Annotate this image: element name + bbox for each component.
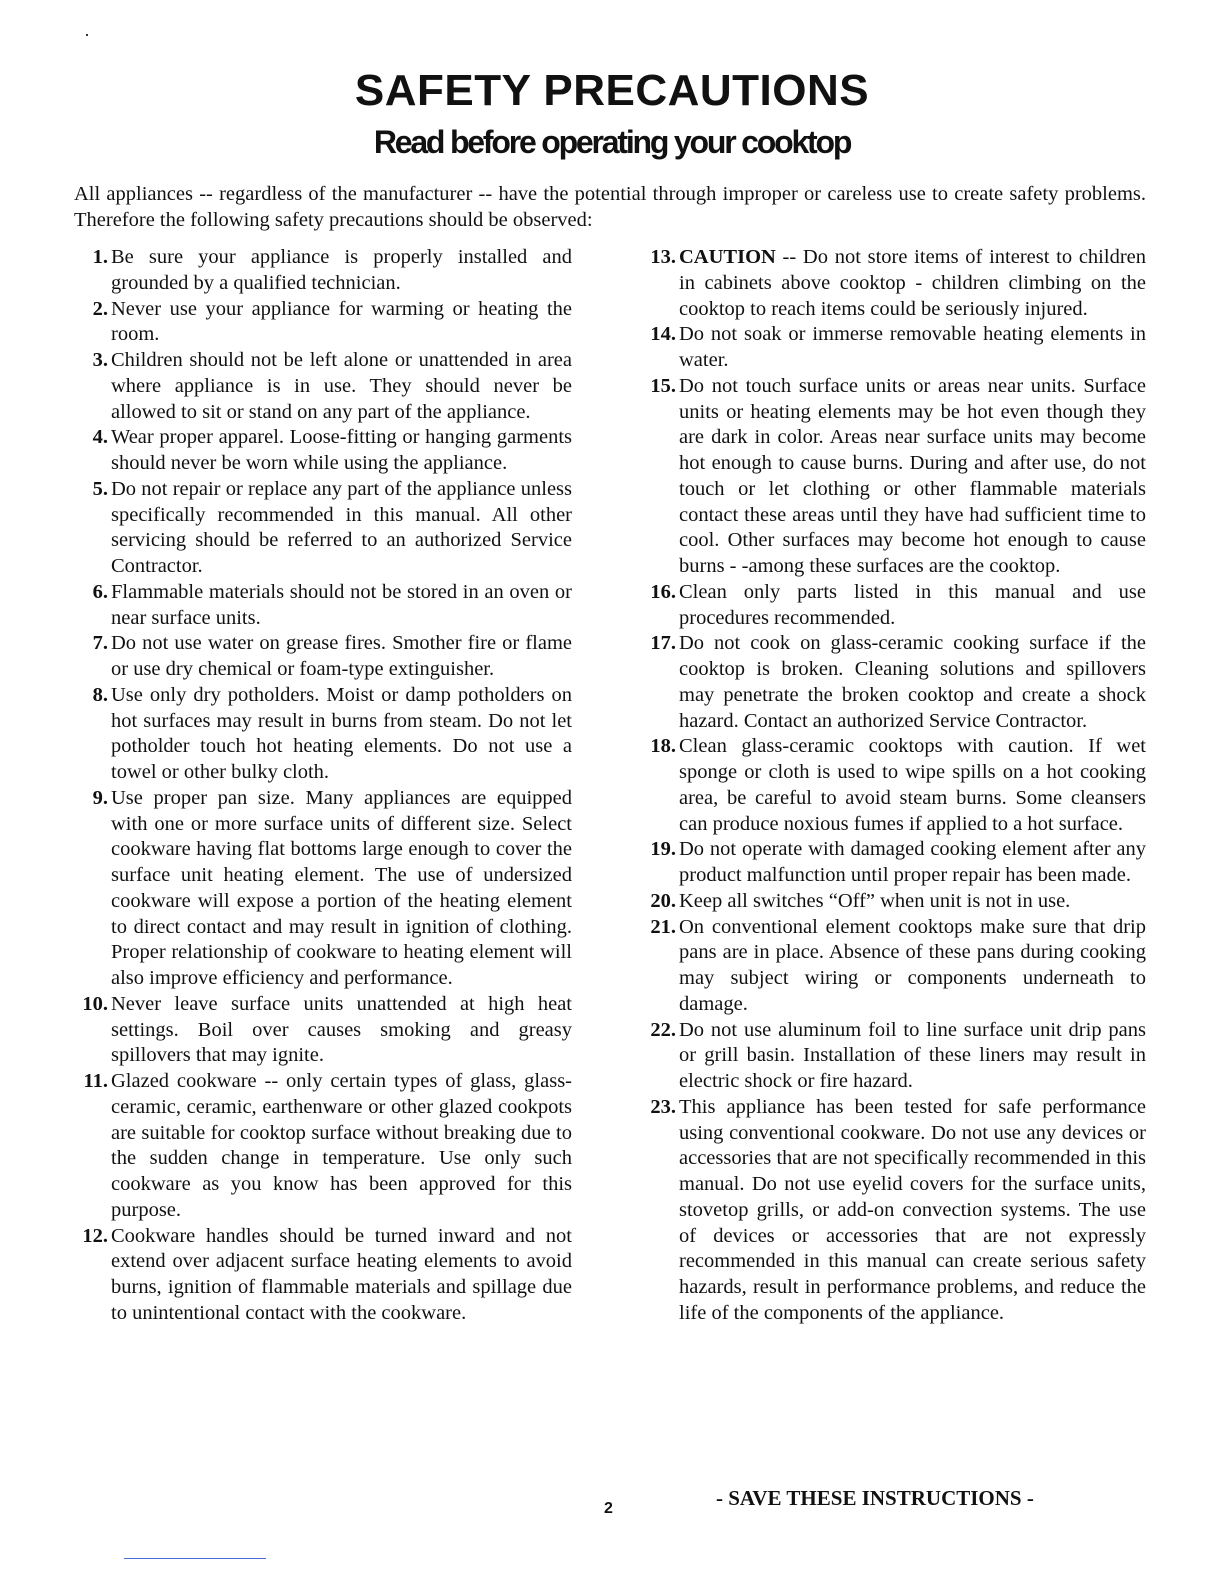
- precaution-item: [636, 1095, 1146, 1327]
- item-text: Use only dry potholders. Moist or damp potholders on hot surfaces may result in burns from steam. Do not let potholder touch hot heating elements. Do not use a towel or other bulky cloth.: [111, 683, 572, 783]
- item-number: 20.: [650, 889, 676, 912]
- precaution-item: [636, 631, 1146, 734]
- item-number: 18.: [650, 735, 676, 758]
- item-text: Do not soak or immerse removable heating elements in water.: [679, 323, 1146, 371]
- precautions-list-left: [72, 245, 572, 1327]
- item-number: 11.: [83, 1070, 108, 1092]
- precaution-item: [636, 889, 1146, 915]
- precaution-item: [72, 580, 572, 632]
- precaution-item: [636, 374, 1146, 580]
- item-number: 19.: [650, 838, 676, 861]
- item-text: Keep all switches “Off” when unit is not in use.: [679, 889, 1071, 912]
- item-number: 17.: [650, 632, 676, 655]
- item-text: Children should not be left alone or unattended in area where appliance is in use. They should never be allowed to sit or stand on any part of the appliance.: [111, 349, 572, 423]
- caution-text: -- Do not store items of interest to children in cabinets above cooktop - children climbing on the cooktop to reach items could be seriously injured.: [679, 246, 1146, 320]
- item-number: 22.: [650, 1018, 676, 1041]
- item-text: Clean glass-ceramic cooktops with caution. If wet sponge or cloth is used to wipe spills on a hot cooking area, be careful to avoid steam burns. Some cleansers can produce noxious fumes if applied to a hot surface.: [679, 735, 1146, 835]
- item-text: Flammable materials should not be stored in an oven or near surface units.: [111, 580, 572, 629]
- precaution-item: [636, 1018, 1146, 1095]
- item-text: Do not repair or replace any part of the appliance unless specifically recommended in this manual. All other servicing should be referred to an authorized Service Contractor.: [111, 477, 572, 577]
- page-title: SAFETY PRECAUTIONS: [354, 66, 870, 115]
- precaution-item: [636, 837, 1146, 889]
- item-text: Use proper pan size. Many appliances are equipped with one or more surface units of different size. Select cookware having flat bottoms large enough to cover the surface unit heating element. The use of undersized cookware will expose a portion of the heating element to direct contact and may result in ignition of clothing. Proper relationship of cookware to heating element will also improve efficiency and performance.: [111, 786, 572, 989]
- precaution-item: [636, 245, 1146, 322]
- item-number: 16.: [650, 580, 676, 603]
- scan-artifact-line: [124, 1558, 266, 1559]
- page-number: 2: [604, 1500, 613, 1517]
- item-text: Do not use water on grease fires. Smother fire or flame or use dry chemical or foam-type extinguisher.: [111, 632, 572, 680]
- item-number: 9.: [92, 786, 108, 809]
- item-text: On conventional element cooktops make sure that drip pans are in place. Absence of these pans during cooking may subject wiring or components underneath to damage.: [679, 915, 1146, 1015]
- item-number: 10.: [82, 992, 108, 1015]
- item-text: Do not operate with damaged cooking element after any product malfunction until proper repair has been made.: [679, 838, 1146, 886]
- item-text: Clean only parts listed in this manual and use procedures recommended.: [679, 580, 1146, 629]
- caution-label: CAUTION: [679, 246, 776, 268]
- item-number: 4.: [92, 426, 108, 449]
- item-text: Wear proper apparel. Loose-fitting or hanging garments should never be worn while using the appliance.: [111, 426, 572, 474]
- item-number: 14.: [650, 323, 676, 346]
- item-text: This appliance has been tested for safe performance using conventional cookware. Do not use any devices or accessories that are not specifically recommended in this manual. Do not use eyelid covers for the surface units, stovetop grills, or add-on convection systems. The use of devices or accessories that are not expressly recommended in this manual can create serious safety hazards, result in performance problems, and reduce the life of the components of the appliance.: [679, 1095, 1146, 1324]
- precaution-item: [636, 915, 1146, 1018]
- item-text: [678, 245, 1146, 322]
- precaution-item: [72, 1069, 572, 1224]
- save-instructions-footer: - SAVE THESE INSTRUCTIONS -: [716, 1486, 1034, 1510]
- precautions-list-right: [636, 245, 1146, 1327]
- item-text: Glazed cookware -- only certain types of glass, glass-ceramic, ceramic, earthenware or other glazed cookpots are suitable for cooktop surface without breaking due to the sudden change in temperature. Use only such cookware as you know has been approved for this purpose.: [111, 1070, 572, 1221]
- precaution-item: [72, 786, 572, 992]
- item-number: 5.: [92, 477, 108, 500]
- precaution-item: [72, 245, 572, 297]
- item-number: 21.: [650, 915, 676, 938]
- precaution-item: [72, 297, 572, 349]
- precaution-item: [72, 683, 572, 786]
- page-subtitle: Read before operating your cooktop: [373, 124, 851, 160]
- precaution-item: [72, 631, 572, 683]
- item-text: Do not cook on glass-ceramic cooking surface if the cooktop is broken. Cleaning solutions and spillovers may penetrate the broken cooktop and create a shock hazard. Contact an authorized Service Contractor.: [679, 632, 1146, 732]
- item-number: 2.: [92, 297, 108, 320]
- item-text: Do not touch surface units or areas near units. Surface units or heating elements may be hot even though they are dark in color. Areas near surface units may become hot enough to cause burns. During and after use, do not touch or let clothing or other flammable materials contact these areas until they have had sufficient time to cool. Other surfaces may become hot enough to cause burns - -among these surfaces are the cooktop.: [679, 374, 1146, 577]
- item-number: 1.: [92, 246, 108, 268]
- item-number: 8.: [92, 683, 108, 706]
- item-text: Never leave surface units unattended at high heat settings. Boil over causes smoking and greasy spillovers that may ignite.: [111, 992, 572, 1067]
- item-number: 6.: [92, 580, 108, 603]
- precaution-item: [72, 1224, 572, 1327]
- precaution-item: [72, 348, 572, 425]
- item-number: 7.: [92, 632, 108, 655]
- intro-paragraph: All appliances -- regardless of the manufacturer -- have the potential through improper or careless use to create safety problems. Therefore the following safety precautions should be observed:: [74, 183, 1146, 231]
- scan-speck: [86, 34, 88, 36]
- precaution-item: [636, 734, 1146, 837]
- item-number: 12.: [82, 1224, 108, 1247]
- precaution-item: [72, 477, 572, 580]
- item-text: Do not use aluminum foil to line surface unit drip pans or grill basin. Installation of these liners may result in electric shock or fire hazard.: [679, 1018, 1146, 1092]
- item-text: Never use your appliance for warming or heating the room.: [111, 297, 572, 346]
- item-text: Cookware handles should be turned inward and not extend over adjacent surface heating elements to avoid burns, ignition of flammable materials and spillage due to unintentional contact with the cookware.: [111, 1224, 572, 1324]
- item-number: 23.: [650, 1095, 676, 1118]
- item-number: 15.: [650, 374, 676, 397]
- precaution-item: [72, 425, 572, 477]
- precaution-item: [636, 322, 1146, 374]
- precaution-item: [72, 992, 572, 1069]
- precaution-item: [636, 580, 1146, 632]
- item-text: Be sure your appliance is properly installed and grounded by a qualified technician.: [111, 246, 572, 294]
- item-number: 13.: [650, 246, 676, 268]
- item-number: 3.: [92, 349, 108, 371]
